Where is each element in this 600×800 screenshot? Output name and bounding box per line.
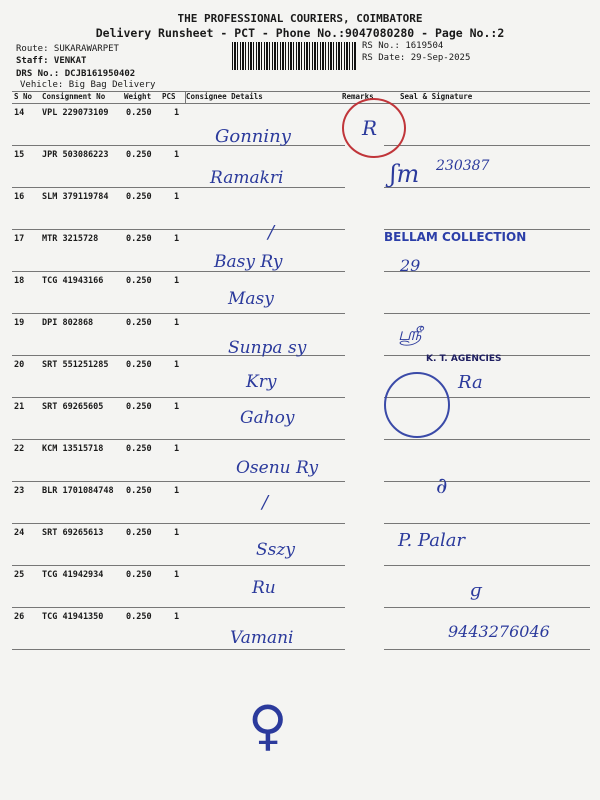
table-row (0, 104, 600, 146)
row-sno: 17 (14, 234, 25, 244)
consignee-signature: Ramakri (210, 168, 284, 188)
row-consignment-no: BLR 1701084748 (42, 486, 114, 496)
col-consignee: Consignee Details (186, 92, 263, 101)
row-consignment-no: SRT 69265613 (42, 528, 104, 538)
vehicle-label: Vehicle: Big Bag Delivery (20, 80, 156, 90)
row-weight: 0.250 (126, 108, 152, 118)
barcode (232, 42, 356, 70)
row-sno: 24 (14, 528, 25, 538)
row-pcs: 1 (174, 486, 180, 496)
row-sno: 20 (14, 360, 25, 370)
table-row (0, 566, 600, 608)
seal-signature: 29 (400, 256, 421, 275)
kt-agencies-stamp: K. T. AGENCIES (426, 354, 502, 364)
row-weight: 0.250 (126, 402, 152, 412)
route-label: Route: SUKARAWARPET (16, 44, 119, 54)
row-sno: 16 (14, 192, 25, 202)
consignee-signature: Kry (246, 372, 277, 392)
staff-label: Staff: VENKAT (16, 56, 87, 66)
consignee-signature: Osenu Ry (236, 458, 319, 478)
row-pcs: 1 (174, 318, 180, 328)
row-consignment-no: SRT 69265605 (42, 402, 104, 412)
phone-signature: 9443276046 (448, 622, 550, 641)
table-row (0, 524, 600, 566)
col-weight: Weight (124, 92, 152, 101)
seal-signature: ʃm (390, 160, 420, 188)
consignee-signature: / (268, 222, 275, 243)
table-row (0, 188, 600, 230)
row-divider (384, 649, 590, 650)
consignee-signature: Sszy (256, 540, 295, 560)
row-pcs: 1 (174, 444, 180, 454)
consignee-signature: / (262, 492, 269, 513)
consignee-signature: Gahoy (240, 408, 295, 428)
seal-signature: P. Palar (398, 530, 466, 551)
seal-signature: ∂ (436, 474, 448, 499)
row-pcs: 1 (174, 150, 180, 160)
table-row (0, 398, 600, 440)
row-consignment-no: SRT 551251285 (42, 360, 109, 370)
row-sno: 22 (14, 444, 25, 454)
consignee-signature: Vamani (230, 628, 294, 648)
row-sno: 21 (14, 402, 25, 412)
row-pcs: 1 (174, 192, 180, 202)
row-consignment-no: DPI 802868 (42, 318, 94, 328)
bottom-signature: ♀ (248, 694, 288, 757)
row-pcs: 1 (174, 276, 180, 286)
row-weight: 0.250 (126, 276, 152, 286)
company-title: THE PROFESSIONAL COURIERS, COIMBATORE (177, 12, 423, 25)
row-weight: 0.250 (126, 360, 152, 370)
row-weight: 0.250 (126, 528, 152, 538)
row-sno: 15 (14, 150, 25, 160)
row-consignment-no: TCG 41942934 (42, 570, 104, 580)
row-pcs: 1 (174, 360, 180, 370)
table-row (0, 356, 600, 398)
row-consignment-no: TCG 41941350 (42, 612, 104, 622)
table-row (0, 482, 600, 524)
row-weight: 0.250 (126, 444, 152, 454)
rs-number: RS No.: 1619504 (362, 41, 444, 51)
seal-signature: ɡ (470, 580, 482, 601)
row-sno: 18 (14, 276, 25, 286)
rs-date: RS Date: 29-Sep-2025 (362, 53, 471, 63)
seal-signature: 230387 (436, 158, 490, 174)
row-pcs: 1 (174, 612, 180, 622)
row-pcs: 1 (174, 108, 180, 118)
consignee-signature: Ru (252, 578, 276, 598)
row-divider (12, 649, 345, 650)
seal-signature: ஸ்ரீ (398, 324, 422, 345)
row-sno: 23 (14, 486, 25, 496)
row-consignment-no: TCG 41943166 (42, 276, 104, 286)
consignee-signature: Gonniny (215, 126, 291, 147)
row-consignment-no: VPL 229073109 (42, 108, 109, 118)
row-pcs: 1 (174, 234, 180, 244)
bellam-stamp: BELLAM COLLECTION (384, 230, 527, 244)
row-sno: 14 (14, 108, 25, 118)
col-pcs: PCS (162, 92, 176, 101)
row-weight: 0.250 (126, 570, 152, 580)
row-sno: 19 (14, 318, 25, 328)
table-row (0, 146, 600, 188)
row-weight: 0.250 (126, 318, 152, 328)
consignee-signature: Basy Ry (214, 252, 283, 272)
row-consignment-no: MTR 3215728 (42, 234, 99, 244)
seal-signature: Ra (458, 372, 483, 393)
consignee-signature: Sunpa sy (228, 338, 307, 358)
seal-signature: R (362, 116, 378, 140)
row-consignment-no: JPR 503086223 (42, 150, 109, 160)
row-sno: 26 (14, 612, 25, 622)
col-remarks: Remarks (342, 92, 374, 101)
drs-label: DRS No.: DCJB161950402 (16, 69, 136, 79)
row-pcs: 1 (174, 528, 180, 538)
row-sno: 25 (14, 570, 25, 580)
row-weight: 0.250 (126, 486, 152, 496)
table-row (0, 272, 600, 314)
col-consignment: Consignment No (42, 92, 106, 101)
consignee-signature: Masy (228, 289, 274, 309)
row-pcs: 1 (174, 402, 180, 412)
row-pcs: 1 (174, 570, 180, 580)
row-weight: 0.250 (126, 192, 152, 202)
traders-round-stamp (384, 372, 450, 438)
col-sno: S No (14, 92, 33, 101)
row-weight: 0.250 (126, 234, 152, 244)
row-weight: 0.250 (126, 612, 152, 622)
runsheet-subtitle: Delivery Runsheet - PCT - Phone No.:9047080280 - Page No.:2 (95, 26, 505, 40)
row-consignment-no: KCM 13515718 (42, 444, 104, 454)
row-weight: 0.250 (126, 150, 152, 160)
row-consignment-no: SLM 379119784 (42, 192, 109, 202)
col-seal: Seal & Signature (400, 92, 473, 101)
